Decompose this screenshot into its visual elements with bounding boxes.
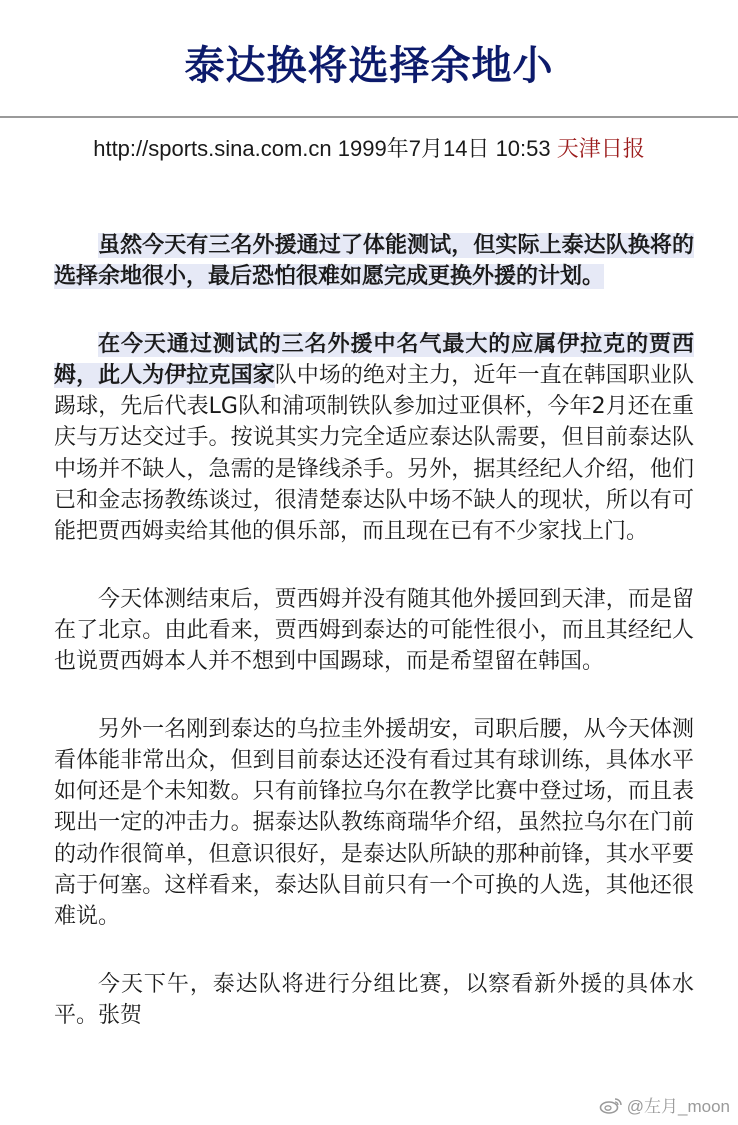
- source-url[interactable]: http://sports.sina.com.cn: [93, 136, 332, 161]
- weibo-watermark: [599, 1092, 730, 1117]
- article-headline: 泰达换将选择余地小: [184, 43, 554, 89]
- article-byline: [0, 132, 738, 166]
- paragraph-text: 队中场的绝对主力，近年一直在韩国职业队踢球，先后代表LG队和浦项制铁队参加过亚俱杯，今年2月还在重庆与万达交过手。按说其实力完全适应泰达队需要，但目前泰达队中场并不缺人，急需的是锋线杀手。另外，据其经纪人介绍，他们已和金志扬教练谈过，很清楚泰达队中场不缺人的现状，所以有可能把贾西姆卖给其他的俱乐部，而且现在已有不少家找上门。: [54, 362, 694, 545]
- publish-time: 10:53: [495, 136, 551, 161]
- article-body: [54, 230, 694, 1067]
- article-paragraph-5: [54, 969, 694, 1032]
- source-name: 天津日报: [556, 136, 645, 161]
- highlighted-lead-text: 虽然今天有三名外援通过了体能测试，但实际上泰达队换将的选择余地很小，最后恐怕很难如愿完成更换外援的计划。: [54, 233, 694, 290]
- article-paragraph-4: [54, 714, 694, 933]
- article-paragraph-3: [54, 584, 694, 678]
- paragraph-text: 今天体测结束后，贾西姆并没有随其他外援回到天津，而是留在了北京。由此看来，贾西姆到泰达的可能性很小，而且其经纪人也说贾西姆本人并不想到中国踢球，而是希望留在韩国。: [54, 586, 694, 675]
- publish-date: 1999年7月14日: [337, 136, 490, 161]
- highlighted-lead-text: 在今天通过测试的三名外援中名气最大的应属伊拉克的贾西姆，此人为伊拉克国家: [54, 331, 694, 388]
- article-paragraph-1: [54, 230, 694, 293]
- paragraph-text: 另外一名刚到泰达的乌拉圭外援胡安，司职后腰，从今天体测看体能非常出众，但到目前泰达还没有看过其有球训练，具体水平如何还是个未知数。只有前锋拉乌尔在教学比赛中登过场，而且表现出一定的冲击力。据泰达队教练商瑞华介绍，虽然拉乌尔在门前的动作很简单，但意识很好，是泰达队所缺的那种前锋，其水平要高于何塞。这样看来，泰达队目前只有一个可换的人选，其他还很难说。: [54, 716, 694, 930]
- article-paragraph-2: [54, 329, 694, 548]
- weibo-logo-icon: [599, 1097, 623, 1114]
- paragraph-text: 今天下午，泰达队将进行分组比赛，以察看新外援的具体水平。张贺: [54, 971, 694, 1028]
- headline-divider: [0, 116, 738, 118]
- watermark-text: @左月_moon: [626, 1097, 730, 1116]
